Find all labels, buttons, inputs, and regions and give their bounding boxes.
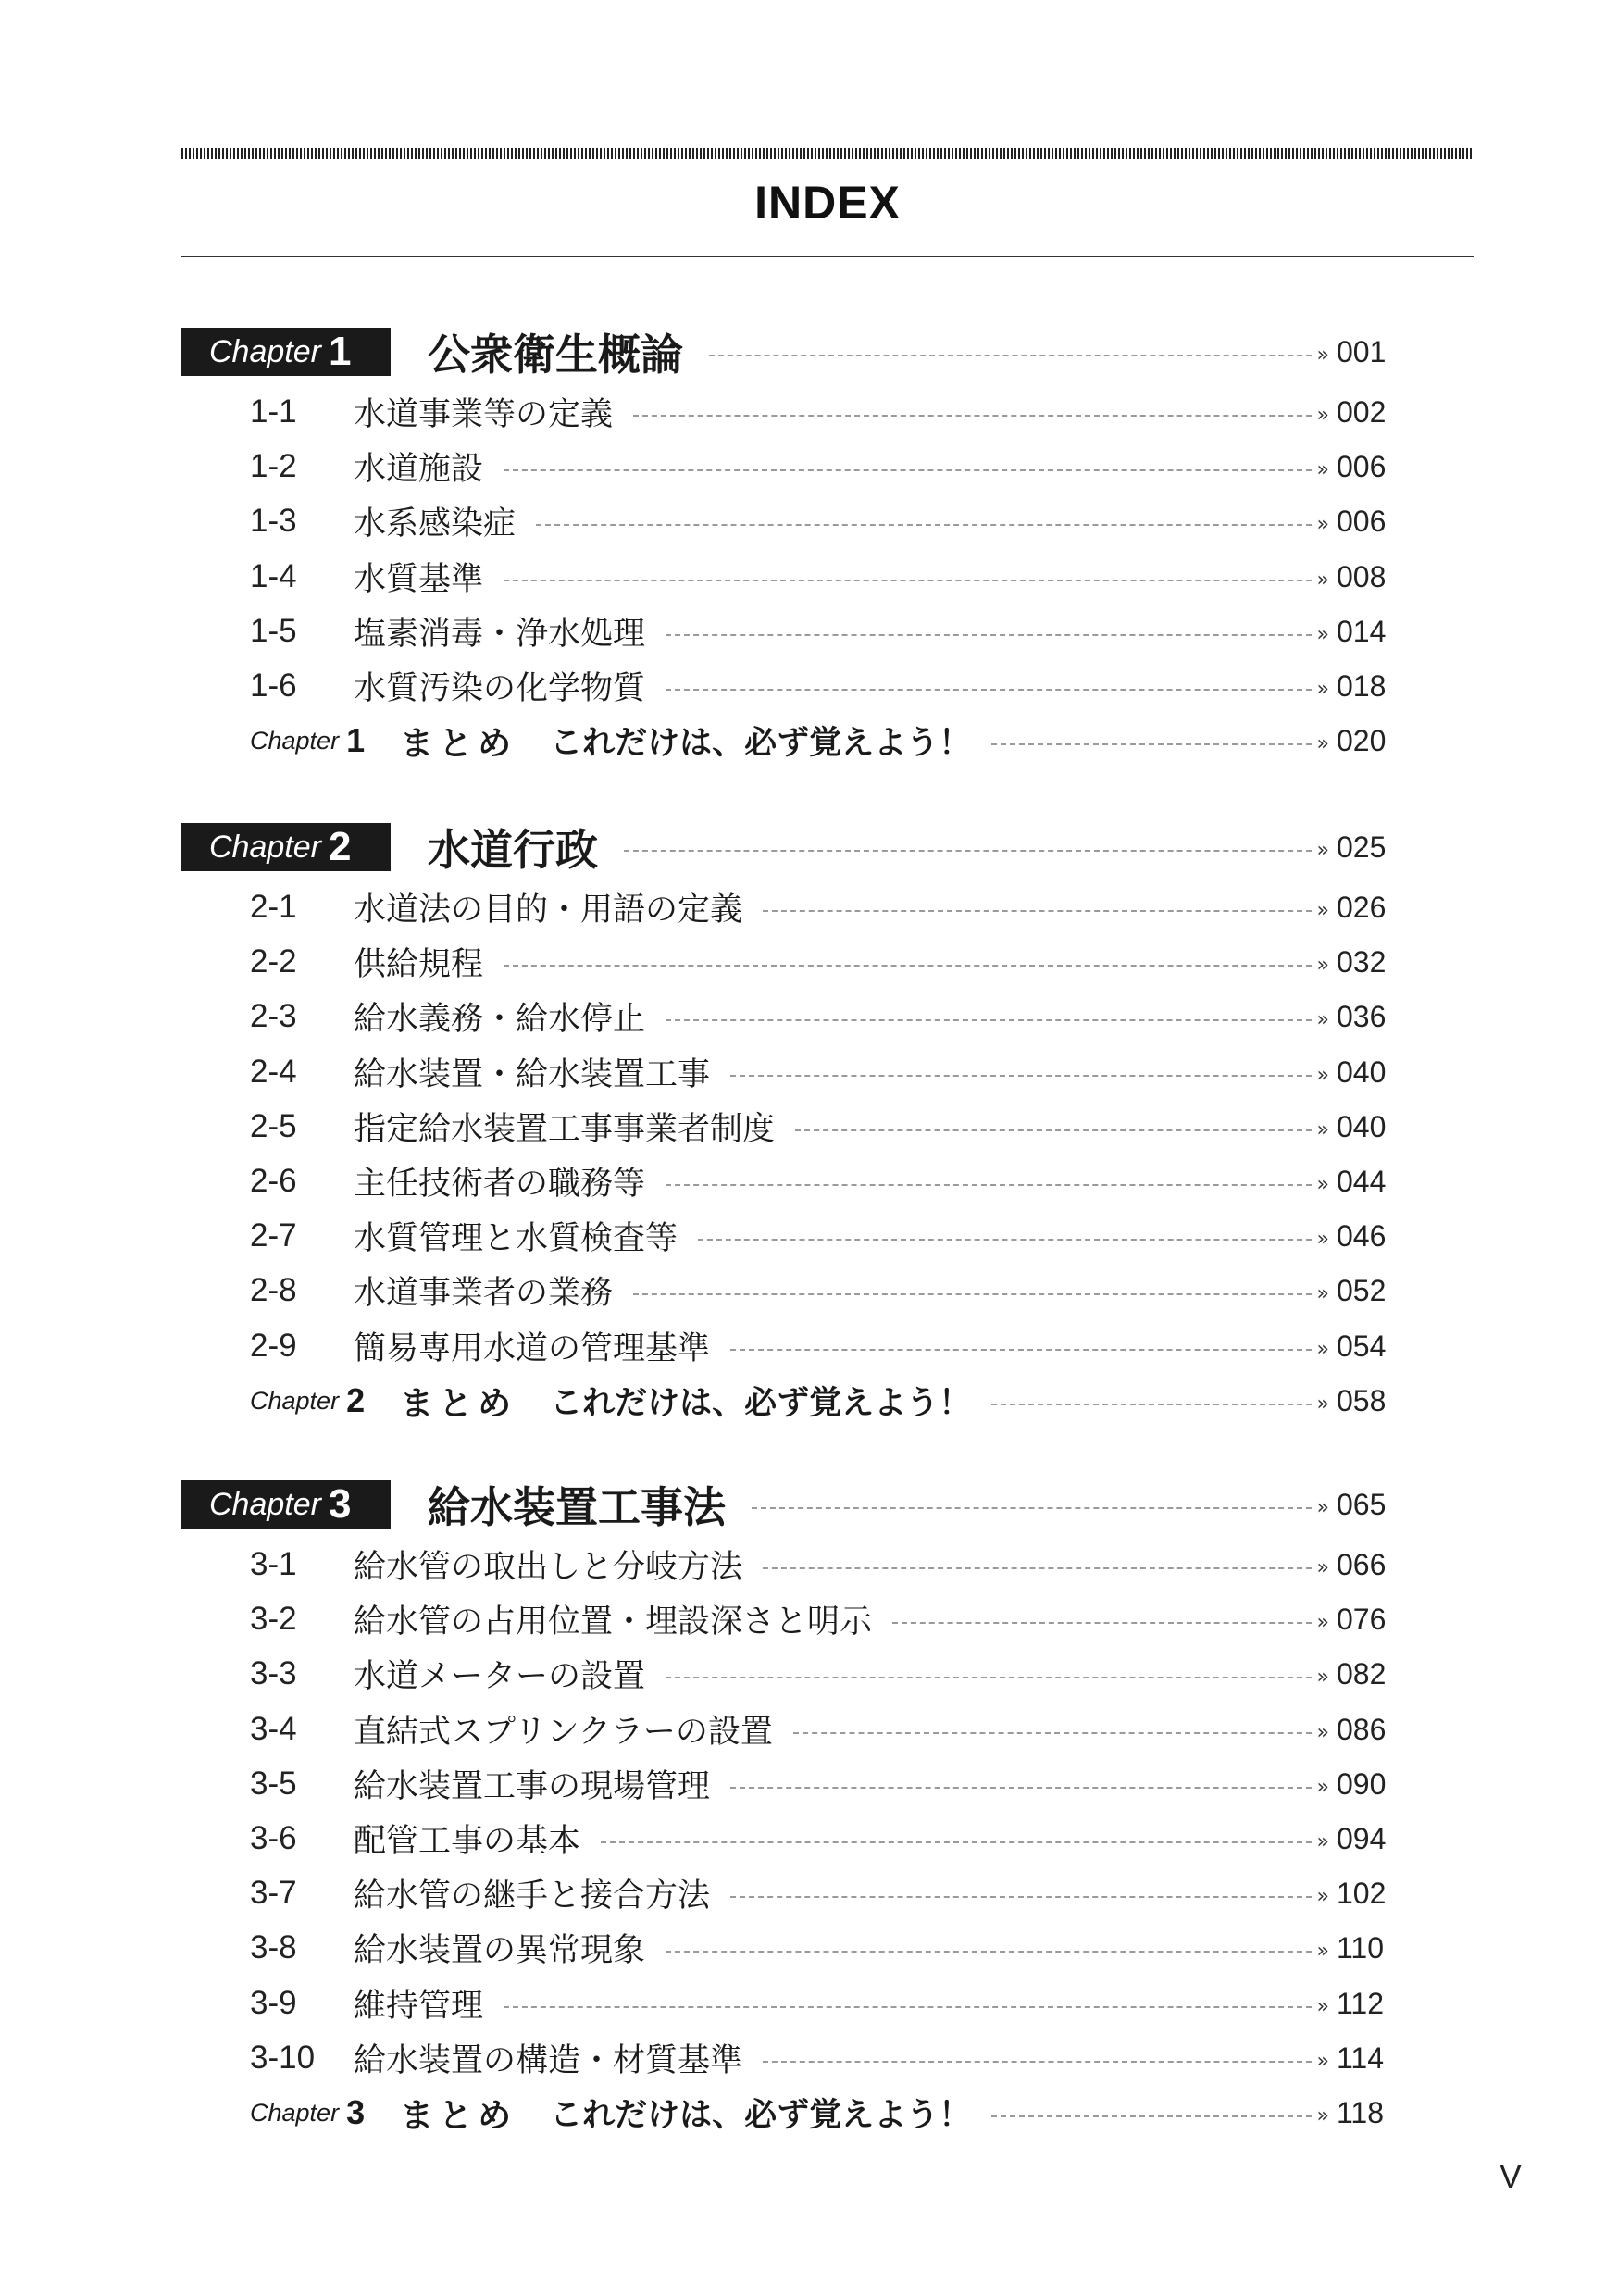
chapter-heading-3[interactable] (181, 1475, 1474, 1534)
dotted-leader (504, 469, 1312, 471)
page-number: 008 (1337, 559, 1387, 593)
page-number: 040 (1337, 1109, 1387, 1143)
toc-entry-3-9[interactable] (250, 1980, 1474, 2027)
section-title: 給水管の継手と接合方法 (354, 1878, 711, 1915)
page-number: 082 (1337, 1656, 1387, 1691)
section-number: 3-4 (250, 1711, 297, 1747)
summary-label: まとめ (400, 724, 517, 763)
section-title: 給水装置の構造・材質基準 (354, 2042, 743, 2079)
page-number: 026 (1337, 890, 1387, 924)
section-title: 水道事業者の業務 (354, 1275, 614, 1312)
section-number: 3-5 (250, 1766, 297, 1802)
toc-entry-2-7[interactable] (250, 1213, 1474, 1259)
page-number: 086 (1337, 1712, 1387, 1746)
chapter-heading-1[interactable] (181, 322, 1474, 381)
arrow-icon: » (1316, 838, 1324, 862)
toc-entry-2-3[interactable] (250, 993, 1474, 1040)
page-number: 040 (1337, 1054, 1387, 1089)
chapter-number: 2 (328, 824, 352, 869)
section-title: 簡易専用水道の管理基準 (354, 1330, 711, 1367)
section-number: 3-10 (250, 2040, 316, 2076)
chapter-word: Chapter (209, 829, 321, 865)
section-number: 3-6 (250, 1820, 297, 1856)
dotted-leader (991, 2115, 1311, 2117)
dotted-leader (892, 1622, 1312, 1624)
section-number: 2-4 (250, 1054, 297, 1090)
summary-chapter-number: 2 (346, 1381, 366, 1419)
chapter-title: 水道行政 (428, 825, 598, 875)
section-title: 水道メーターの設置 (354, 1658, 646, 1695)
section-title: 塩素消毒・浄水処理 (354, 616, 646, 653)
section-title: 水道事業等の定義 (354, 396, 614, 433)
chapter-number: 1 (328, 329, 352, 374)
page-number: 044 (1337, 1164, 1387, 1198)
arrow-icon: » (1316, 1994, 1324, 2018)
toc-entry-2-1[interactable] (250, 884, 1474, 930)
summary-chapter-word: Chapter (250, 726, 340, 755)
toc-entry-2-9[interactable] (250, 1323, 1474, 1369)
section-number: 1-2 (250, 448, 297, 484)
arrow-icon: » (1316, 1665, 1324, 1689)
summary-label: まとめ (400, 2096, 517, 2135)
section-number: 3-3 (250, 1655, 297, 1691)
dotted-leader (624, 850, 1312, 852)
dotted-leader (666, 1677, 1312, 1678)
arrow-icon: » (1316, 457, 1324, 481)
dotted-leader (730, 1896, 1312, 1898)
arrow-icon: » (1316, 2103, 1324, 2128)
dotted-leader (698, 1239, 1312, 1241)
dotted-leader (504, 580, 1312, 581)
summary-chapter-number: 1 (346, 721, 366, 759)
page-number: 110 (1337, 1930, 1385, 1965)
section-title: 給水管の占用位置・埋設深さと明示 (354, 1603, 873, 1641)
dotted-leader (730, 1075, 1312, 1077)
section-number: 3-7 (250, 1875, 297, 1911)
title-divider (181, 256, 1474, 257)
section-title: 主任技術者の職務等 (354, 1166, 646, 1203)
chapter-badge (181, 823, 391, 871)
arrow-icon: » (1316, 1829, 1324, 1853)
arrow-icon: » (1316, 1337, 1324, 1361)
dotted-leader (763, 910, 1312, 912)
arrow-icon: » (1316, 1884, 1324, 1908)
toc-entry-3-4[interactable] (250, 1706, 1474, 1753)
chapter-title: 公衆衛生概論 (428, 330, 683, 380)
summary-slogan: これだけは、必ず覚えよう！ (550, 725, 972, 762)
section-title: 給水装置・給水装置工事 (354, 1056, 711, 1093)
section-title: 指定給水装置工事事業者制度 (354, 1111, 776, 1148)
page-number: 090 (1337, 1766, 1387, 1801)
toc-entry-2-2[interactable] (250, 939, 1474, 985)
section-number: 2-5 (250, 1108, 297, 1144)
toc-entry-1-3[interactable] (250, 498, 1474, 544)
page-number: 002 (1337, 394, 1387, 429)
page-number: 052 (1337, 1273, 1387, 1307)
toc-entry-2-5[interactable] (250, 1104, 1474, 1150)
arrow-icon: » (1316, 1720, 1324, 1744)
toc-entry-2-4[interactable] (250, 1049, 1474, 1095)
section-title: 給水装置の異常現象 (354, 1932, 646, 1969)
arrow-icon: » (1316, 1227, 1324, 1251)
dotted-leader (763, 1567, 1312, 1569)
section-number: 2-9 (250, 1328, 297, 1364)
page-number: 076 (1337, 1602, 1387, 1636)
dotted-leader (991, 1404, 1311, 1405)
section-number: 3-9 (250, 1985, 297, 2021)
section-title: 水質管理と水質検査等 (354, 1220, 678, 1257)
chapter-title: 給水装置工事法 (428, 1482, 726, 1532)
page-number: 118 (1337, 2095, 1385, 2129)
page-number: 006 (1337, 504, 1387, 538)
section-number: 1-5 (250, 613, 297, 649)
section-number: 3-8 (250, 1929, 297, 1965)
page-number: 114 (1337, 2040, 1385, 2075)
section-title: 直結式スプリンクラーの設置 (354, 1714, 773, 1751)
toc-entry-3-8[interactable] (250, 1925, 1474, 1971)
section-title: 維持管理 (354, 1988, 484, 2025)
chapter-heading-2[interactable] (181, 817, 1474, 877)
toc-entry-3-7[interactable] (250, 1870, 1474, 1916)
summary-chapter-word: Chapter (250, 1386, 340, 1415)
page-number: 036 (1337, 999, 1387, 1033)
summary-label: まとめ (400, 1384, 517, 1423)
section-title: 水道施設 (354, 451, 484, 488)
arrow-icon: » (1316, 1775, 1324, 1799)
dotted-leader (536, 524, 1312, 526)
section-title: 水質汚染の化学物質 (354, 670, 646, 707)
arrow-icon: » (1316, 1063, 1324, 1087)
chapter-word: Chapter (209, 1486, 321, 1522)
toc-entry-1-6[interactable] (250, 663, 1474, 709)
arrow-icon: » (1316, 568, 1324, 592)
section-number: 3-2 (250, 1601, 297, 1637)
section-number: 2-2 (250, 943, 297, 980)
page-number: 094 (1337, 1821, 1387, 1855)
dotted-leader (666, 1184, 1312, 1186)
section-number: 2-6 (250, 1163, 297, 1199)
section-number: 1-1 (250, 393, 297, 430)
dotted-leader (763, 2061, 1312, 2063)
arrow-icon: » (1316, 1007, 1324, 1031)
page-number: 025 (1337, 830, 1387, 864)
chapter-summary-3[interactable] (250, 2090, 1474, 2136)
page-number: 046 (1337, 1218, 1387, 1253)
dotted-leader (752, 1507, 1312, 1509)
arrow-icon: » (1316, 1610, 1324, 1634)
page-number: 066 (1337, 1547, 1387, 1581)
page-number: 014 (1337, 614, 1387, 648)
chapter-badge (181, 328, 391, 376)
section-number: 2-3 (250, 998, 297, 1034)
dotted-leader (666, 1951, 1312, 1953)
section-number: 3-1 (250, 1546, 297, 1582)
arrow-icon: » (1316, 731, 1324, 755)
toc-entry-1-4[interactable] (250, 554, 1474, 600)
page-title: INDEX (754, 177, 901, 229)
chapter-summary-2[interactable] (250, 1378, 1474, 1424)
toc-entry-1-1[interactable] (250, 389, 1474, 435)
arrow-icon: » (1316, 343, 1324, 367)
dotted-leader (666, 689, 1312, 691)
arrow-icon: » (1316, 1939, 1324, 1963)
arrow-icon: » (1316, 677, 1324, 701)
section-number: 1-3 (250, 503, 297, 539)
arrow-icon: » (1316, 1281, 1324, 1305)
toc-entry-2-6[interactable] (250, 1158, 1474, 1204)
arrow-icon: » (1316, 1495, 1324, 1519)
toc-entry-3-5[interactable] (250, 1761, 1474, 1807)
arrow-icon: » (1316, 622, 1324, 646)
page-number: 001 (1337, 334, 1387, 368)
arrow-icon: » (1316, 512, 1324, 536)
page-number: 018 (1337, 668, 1387, 703)
section-title: 給水装置工事の現場管理 (354, 1768, 711, 1805)
arrow-icon: » (1316, 953, 1324, 977)
summary-slogan: これだけは、必ず覚えよう！ (550, 2097, 972, 2134)
dotted-leader (666, 1019, 1312, 1021)
dotted-leader (730, 1787, 1312, 1789)
dotted-leader (601, 1841, 1312, 1843)
section-title: 水系感染症 (354, 505, 517, 543)
arrow-icon: » (1316, 2049, 1324, 2073)
dotted-leader (795, 1129, 1312, 1131)
arrow-icon: » (1316, 898, 1324, 922)
dotted-leader (709, 355, 1312, 356)
toc-entry-1-5[interactable] (250, 608, 1474, 655)
toc-entry-3-3[interactable] (250, 1651, 1474, 1697)
arrow-icon: » (1316, 403, 1324, 427)
summary-chapter-number: 3 (346, 2093, 366, 2131)
dotted-leader (633, 415, 1312, 417)
dotted-leader (504, 2006, 1312, 2008)
toc-entry-3-6[interactable] (250, 1816, 1474, 1862)
page-number: 065 (1337, 1487, 1387, 1521)
chapter-summary-1[interactable] (250, 718, 1474, 764)
section-title: 給水義務・給水停止 (354, 1001, 646, 1038)
dotted-leader (666, 634, 1312, 636)
page-number: 112 (1337, 1986, 1385, 2020)
page-folio: V (1500, 2157, 1523, 2195)
section-number: 2-8 (250, 1272, 297, 1308)
summary-slogan: これだけは、必ず覚えよう！ (550, 1385, 972, 1422)
page-number: 058 (1337, 1383, 1387, 1417)
summary-chapter-word: Chapter (250, 2098, 340, 2127)
page-number: 032 (1337, 944, 1387, 979)
top-hatched-rule (181, 148, 1474, 159)
toc-entry-3-10[interactable] (250, 2035, 1474, 2081)
section-number: 1-4 (250, 558, 297, 594)
page-number: 020 (1337, 723, 1387, 757)
section-number: 2-7 (250, 1217, 297, 1254)
page-number: 054 (1337, 1329, 1387, 1363)
toc-entry-3-2[interactable] (250, 1596, 1474, 1642)
dotted-leader (633, 1293, 1312, 1295)
section-title: 水道法の目的・用語の定義 (354, 892, 743, 929)
arrow-icon: » (1316, 1117, 1324, 1142)
section-title: 給水管の取出しと分岐方法 (354, 1549, 743, 1586)
page-number: 102 (1337, 1876, 1387, 1910)
arrow-icon: » (1316, 1391, 1324, 1416)
chapter-number: 3 (328, 1481, 352, 1527)
chapter-word: Chapter (209, 333, 321, 369)
section-title: 配管工事の基本 (354, 1823, 581, 1860)
chapter-badge (181, 1480, 391, 1529)
dotted-leader (793, 1732, 1312, 1734)
arrow-icon: » (1316, 1172, 1324, 1196)
dotted-leader (991, 743, 1311, 745)
section-title: 供給規程 (354, 946, 484, 983)
toc-entry-1-2[interactable] (250, 443, 1474, 490)
dotted-leader (730, 1349, 1312, 1351)
section-number: 2-1 (250, 889, 297, 925)
section-title: 水質基準 (354, 561, 484, 598)
dotted-leader (504, 965, 1312, 967)
toc-entry-3-1[interactable] (250, 1541, 1474, 1588)
arrow-icon: » (1316, 1555, 1324, 1579)
section-number: 1-6 (250, 668, 297, 704)
toc-entry-2-8[interactable] (250, 1267, 1474, 1314)
page-number: 006 (1337, 449, 1387, 483)
